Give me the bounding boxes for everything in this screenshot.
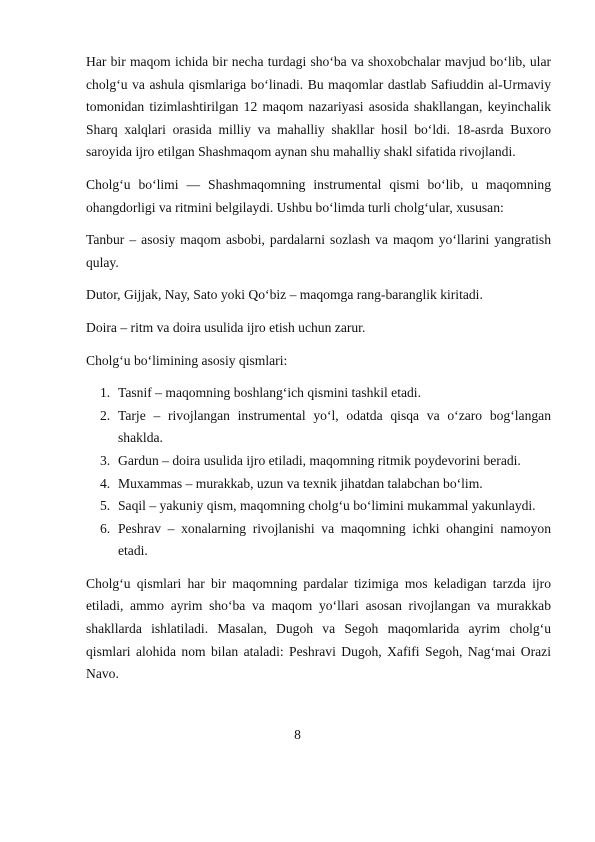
list-item-text: Peshrav – xonalarning rivojlanishi va maqomning ichki ohangini namoyon etadi. — [118, 520, 551, 559]
document-page — [86, 51, 551, 696]
list-item — [86, 382, 551, 405]
list-item-number: 6. — [100, 520, 111, 536]
list-item-number: 3. — [100, 452, 111, 468]
list-item-number: 1. — [100, 385, 111, 401]
parts-list — [86, 382, 551, 563]
list-item — [86, 473, 551, 496]
list-item-number: 5. — [100, 498, 111, 514]
list-item-text: Tarje – rivojlangan instrumental yo‘l, odatda qisqa va o‘zaro bog‘langan shaklda. — [118, 407, 551, 446]
list-item-text: Gardun – doira usulida ijro etiladi, maqomning ritmik poydevorini beradi. — [118, 452, 521, 468]
list-item-text: Tasnif – maqomning boshlang‘ich qismini tashkil etadi. — [118, 385, 421, 401]
list-item — [86, 495, 551, 518]
page-number: 8 — [294, 727, 301, 742]
list-item-text: Muxammas – murakkab, uzun va texnik jihatdan talabchan bo‘lim. — [118, 475, 483, 491]
list-item — [86, 405, 551, 450]
paragraph-cholgu-qismlari: Cholg‘u qismlari har bir maqomning pardalar tizimiga mos keladigan tarzda ijro etiladi, ammo ayrim sho‘ba va maqom yo‘llari asosan rivojlangan va murakkab shakllarda ishlatiladi. Masalan, Dugoh va Segoh maqomlarida ayrim cholg‘u qismlari alohida nom bilan ataladi: Peshravi Dugoh, Xafifi Segoh, Nag‘mai Orazi Navo. — [86, 575, 551, 682]
list-item — [86, 518, 551, 563]
paragraph-cholgu-bolimi: Cholg‘u bo‘limi — Shashmaqomning instrumental qismi bo‘lib, u maqomning ohangdorligi va ritmini belgilaydi. Ushbu bo‘limda turli cholg‘ular, xususan: — [86, 176, 551, 215]
list-item-text: Saqil – yakuniy qism, maqomning cholg‘u bo‘limini mukammal yakunlaydi. — [118, 498, 536, 514]
paragraph-dutor: Dutor, Gijjak, Nay, Sato yoki Qo‘biz – maqomga rang-baranglik kiritadi. — [86, 287, 483, 303]
paragraph-doira: Doira – ritm va doira usulida ijro etish uchun zarur. — [86, 319, 366, 335]
paragraph-tanbur: Tanbur – asosiy maqom asbobi, pardalarni sozlash va maqom yo‘llarini yangratish qulay. — [86, 232, 551, 270]
list-item-number: 4. — [100, 475, 111, 491]
list-item — [86, 450, 551, 473]
paragraph-maqom-intro: Har bir maqom ichida bir necha turdagi sho‘ba va shoxobchalar mavjud bo‘lib, ular cholg‘u va ashula qismlariga bo‘linadi. Bu maqomlar dastlab Safiuddin al-Urmaviy tomonidan tizimlashtirilgan 12 maqom nazariyasi asosida shakllangan, keyinchalik Sharq xalqlari orasida milliy va mahalliy shakllar hosil bo‘ldi. 18-asrda Buxoro saroyida ijro etilgan Shashmaqom aynan shu mahalliy shakl sifatida rivojlandi. — [86, 54, 551, 160]
list-item-number: 2. — [100, 407, 111, 423]
paragraph-asosiy-qismlar: Cholg‘u bo‘limining asosiy qismlari: — [86, 352, 288, 368]
